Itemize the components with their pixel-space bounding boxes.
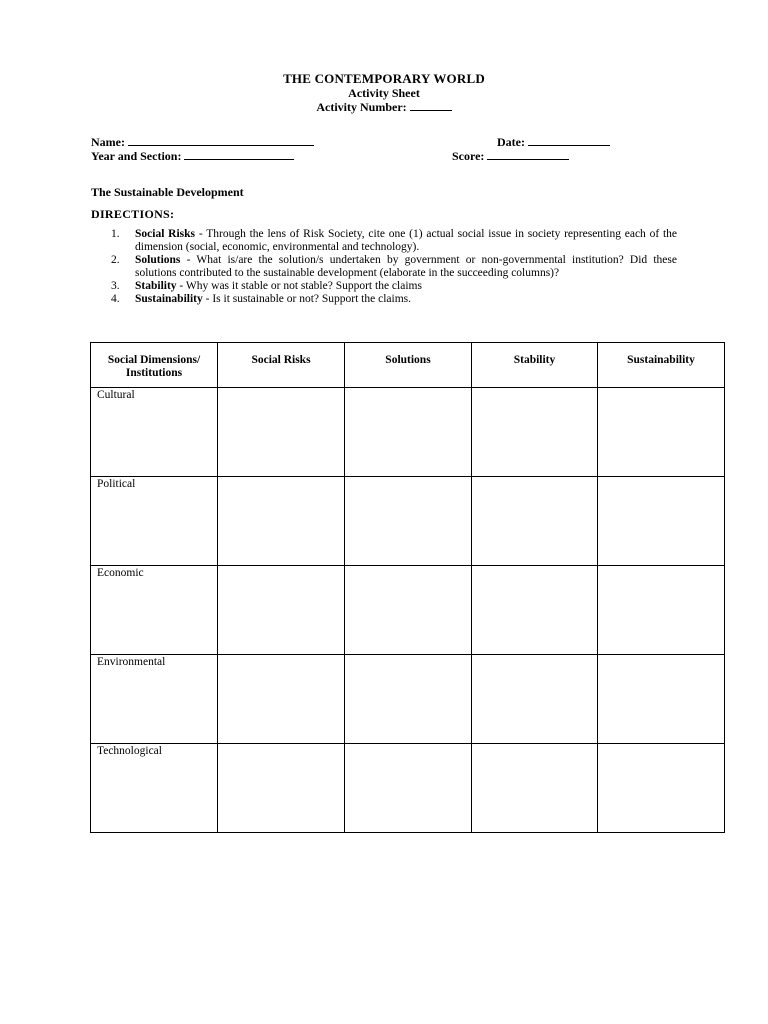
direction-item (111, 293, 677, 306)
direction-term: Sustainability (135, 293, 203, 305)
row-label: Environmental (91, 655, 218, 744)
year-section-label: Year and Section: (91, 149, 182, 163)
direction-number: 4. (111, 293, 120, 305)
year-section-field (91, 148, 294, 164)
direction-text: - Is it sustainable or not? Support the claims. (202, 293, 411, 305)
name-blank[interactable] (128, 134, 314, 146)
direction-term: Stability (135, 280, 177, 292)
column-header: Social Risks (218, 343, 345, 388)
column-header: Solutions (345, 343, 472, 388)
score-blank[interactable] (487, 148, 569, 160)
answer-cell[interactable] (218, 388, 345, 477)
direction-text: - What is/are the solution/s undertaken by government or non-governmental institution? Did these solutions contributed to the sustainable development (elaborate in the succeeding columns)? (135, 254, 677, 279)
answer-cell[interactable] (598, 655, 725, 744)
answer-cell[interactable] (598, 477, 725, 566)
directions-list (111, 228, 677, 306)
table-row (91, 566, 725, 655)
direction-term: Solutions (135, 254, 181, 266)
activity-number-blank[interactable] (410, 99, 452, 111)
answer-cell[interactable] (598, 744, 725, 833)
name-label: Name: (91, 135, 125, 149)
answer-cell[interactable] (218, 655, 345, 744)
answer-cell[interactable] (472, 566, 598, 655)
answer-cell[interactable] (472, 655, 598, 744)
answer-cell[interactable] (218, 477, 345, 566)
score-field (452, 148, 569, 164)
answer-cell[interactable] (472, 388, 598, 477)
answer-cell[interactable] (472, 477, 598, 566)
direction-item (111, 228, 677, 254)
answer-cell[interactable] (345, 655, 472, 744)
activity-number-field (0, 99, 768, 115)
score-label: Score: (452, 149, 485, 163)
row-label: Cultural (91, 388, 218, 477)
row-label: Economic (91, 566, 218, 655)
table-header-row (91, 343, 725, 388)
activity-number-label: Activity Number: (316, 100, 407, 114)
column-header: Stability (472, 343, 598, 388)
date-blank[interactable] (528, 134, 610, 146)
table-row (91, 655, 725, 744)
column-header: Social Dimensions/ Institutions (91, 343, 218, 388)
date-label: Date: (497, 135, 525, 149)
year-section-blank[interactable] (184, 148, 294, 160)
answer-cell[interactable] (345, 477, 472, 566)
row-label: Political (91, 477, 218, 566)
direction-number: 1. (111, 228, 120, 240)
direction-number: 2. (111, 254, 120, 266)
table-row (91, 477, 725, 566)
answer-cell[interactable] (345, 744, 472, 833)
column-header: Sustainability (598, 343, 725, 388)
direction-item (111, 254, 677, 280)
document-title: THE CONTEMPORARY WORLD (283, 71, 485, 86)
answer-cell[interactable] (218, 566, 345, 655)
answer-cell[interactable] (598, 388, 725, 477)
answer-cell[interactable] (345, 566, 472, 655)
direction-text: - Why was it stable or not stable? Support the claims (176, 280, 422, 292)
direction-text: - Through the lens of Risk Society, cite one (1) actual social issue in society representing each of the dimension (social, economic, environmental and technology). (135, 228, 677, 253)
sustainability-table (90, 342, 725, 833)
directions-heading: DIRECTIONS: (91, 207, 175, 221)
direction-item (111, 280, 677, 293)
answer-cell[interactable] (598, 566, 725, 655)
direction-number: 3. (111, 280, 120, 292)
document-subtitle: Activity Sheet (348, 86, 420, 100)
table-row (91, 744, 725, 833)
direction-term: Social Risks (135, 228, 196, 240)
row-label: Technological (91, 744, 218, 833)
table-row (91, 388, 725, 477)
answer-cell[interactable] (345, 388, 472, 477)
section-title: The Sustainable Development (91, 185, 244, 199)
answer-cell[interactable] (472, 744, 598, 833)
answer-cell[interactable] (218, 744, 345, 833)
